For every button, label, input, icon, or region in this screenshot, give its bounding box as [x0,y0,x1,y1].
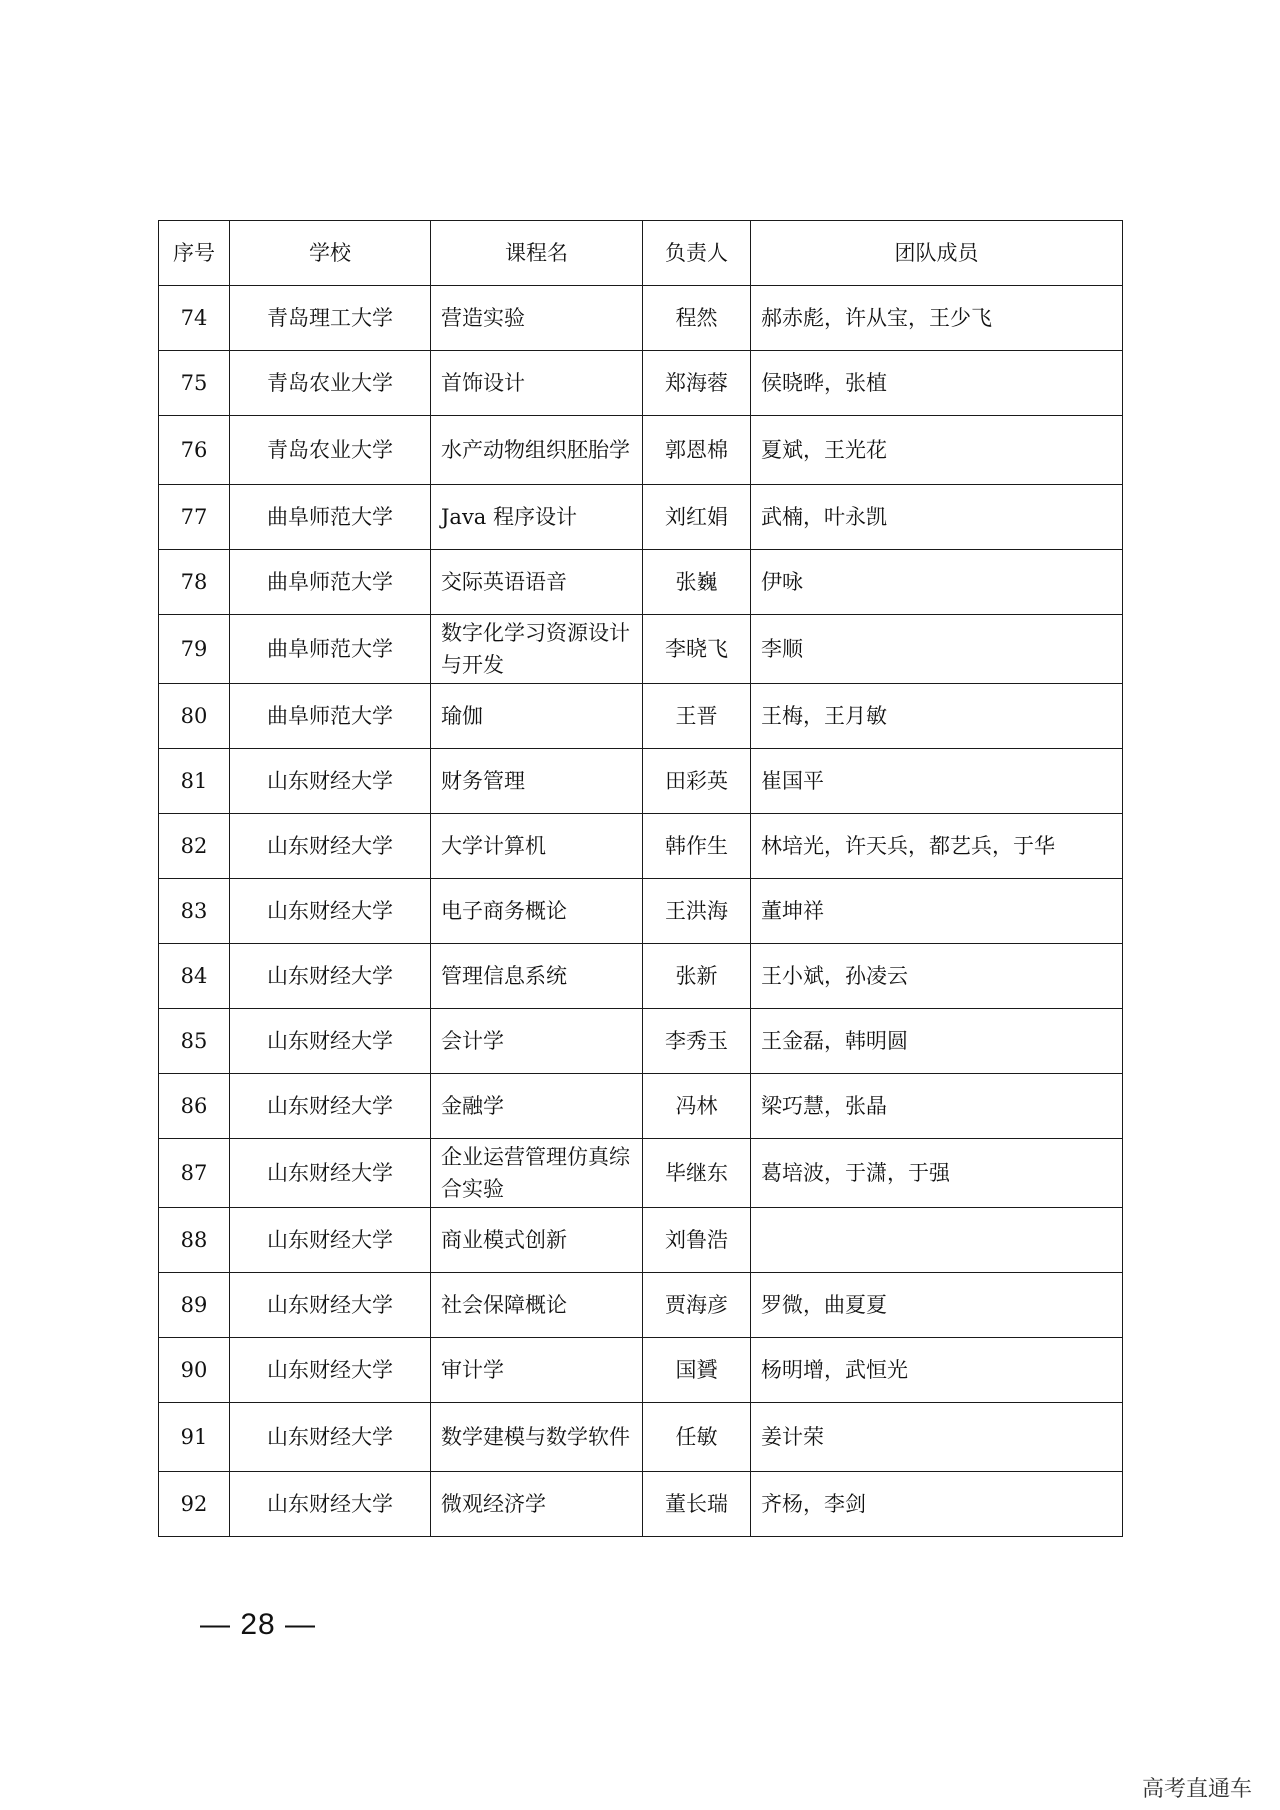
cell-school: 山东财经大学 [230,814,431,879]
cell-school: 山东财经大学 [230,879,431,944]
cell-course: 会计学 [431,1009,643,1074]
cell-team: 杨明增，武恒光 [751,1338,1123,1403]
cell-team: 李顺 [751,615,1123,684]
cell-school: 山东财经大学 [230,1009,431,1074]
cell-team: 王小斌，孙凌云 [751,944,1123,1009]
cell-school: 山东财经大学 [230,1139,431,1208]
cell-course: 审计学 [431,1338,643,1403]
table-row [159,1074,1123,1139]
cell-index: 83 [159,879,230,944]
cell-team: 武楠，叶永凯 [751,485,1123,550]
cell-team: 姜计荣 [751,1403,1123,1472]
cell-lead: 李秀玉 [643,1009,751,1074]
header-index: 序号 [159,221,230,286]
cell-index: 84 [159,944,230,1009]
cell-team [751,1208,1123,1273]
cell-school: 山东财经大学 [230,1074,431,1139]
cell-lead: 毕继东 [643,1139,751,1208]
cell-index: 88 [159,1208,230,1273]
cell-school: 山东财经大学 [230,1208,431,1273]
cell-index: 91 [159,1403,230,1472]
cell-index: 82 [159,814,230,879]
cell-school: 青岛农业大学 [230,416,431,485]
cell-index: 75 [159,351,230,416]
table-row [159,485,1123,550]
cell-school: 山东财经大学 [230,1338,431,1403]
cell-team: 王金磊，韩明圆 [751,1009,1123,1074]
table-row [159,286,1123,351]
cell-lead: 贾海彦 [643,1273,751,1338]
cell-course: 管理信息系统 [431,944,643,1009]
cell-course: 社会保障概论 [431,1273,643,1338]
cell-team: 侯晓晔，张植 [751,351,1123,416]
cell-lead: 张新 [643,944,751,1009]
cell-team: 葛培波，于潇，于强 [751,1139,1123,1208]
table-row [159,1009,1123,1074]
cell-index: 76 [159,416,230,485]
cell-team: 崔国平 [751,749,1123,814]
cell-index: 80 [159,684,230,749]
cell-lead: 张巍 [643,550,751,615]
course-table [158,220,1123,1537]
table-row [159,1472,1123,1537]
cell-team: 郝赤彪，许从宝，王少飞 [751,286,1123,351]
cell-school: 曲阜师范大学 [230,485,431,550]
cell-index: 86 [159,1074,230,1139]
cell-lead: 王洪海 [643,879,751,944]
cell-school: 曲阜师范大学 [230,615,431,684]
table-row [159,1139,1123,1208]
cell-school: 曲阜师范大学 [230,684,431,749]
cell-course: 首饰设计 [431,351,643,416]
cell-index: 77 [159,485,230,550]
table-row [159,749,1123,814]
page-number: — 28 — [200,1608,317,1641]
header-course: 课程名 [431,221,643,286]
cell-course: 数学建模与数学软件 [431,1403,643,1472]
table-row [159,814,1123,879]
cell-lead: 冯林 [643,1074,751,1139]
cell-team: 王梅，王月敏 [751,684,1123,749]
cell-team: 罗微，曲夏夏 [751,1273,1123,1338]
cell-school: 曲阜师范大学 [230,550,431,615]
table-row [159,615,1123,684]
cell-team: 梁巧慧，张晶 [751,1074,1123,1139]
cell-lead: 田彩英 [643,749,751,814]
cell-school: 山东财经大学 [230,944,431,1009]
cell-lead: 董长瑞 [643,1472,751,1537]
table-row [159,550,1123,615]
table-row [159,351,1123,416]
cell-lead: 韩作生 [643,814,751,879]
table-row [159,944,1123,1009]
cell-school: 青岛理工大学 [230,286,431,351]
table-row [159,1273,1123,1338]
cell-index: 81 [159,749,230,814]
cell-course: 水产动物组织胚胎学 [431,416,643,485]
cell-course: 数字化学习资源设计与开发 [431,615,643,684]
cell-course: 营造实验 [431,286,643,351]
cell-course: 交际英语语音 [431,550,643,615]
cell-lead: 刘红娟 [643,485,751,550]
cell-school: 山东财经大学 [230,749,431,814]
cell-lead: 李晓飞 [643,615,751,684]
cell-school: 山东财经大学 [230,1273,431,1338]
table-row [159,879,1123,944]
cell-lead: 刘鲁浩 [643,1208,751,1273]
cell-course: 微观经济学 [431,1472,643,1537]
watermark-text: 高考直通车 [1141,1777,1252,1802]
cell-team: 夏斌，王光花 [751,416,1123,485]
cell-lead: 任敏 [643,1403,751,1472]
cell-index: 85 [159,1009,230,1074]
cell-lead: 郭恩棉 [643,416,751,485]
table-row [159,1208,1123,1273]
cell-lead: 郑海蓉 [643,351,751,416]
header-team: 团队成员 [751,221,1123,286]
cell-team: 伊咏 [751,550,1123,615]
cell-index: 90 [159,1338,230,1403]
table-row [159,1403,1123,1472]
cell-course: 电子商务概论 [431,879,643,944]
cell-course: Java 程序设计 [431,485,643,550]
cell-school: 山东财经大学 [230,1472,431,1537]
table-row [159,416,1123,485]
cell-team: 林培光，许天兵，都艺兵，于华 [751,814,1123,879]
cell-team: 董坤祥 [751,879,1123,944]
cell-index: 78 [159,550,230,615]
cell-course: 财务管理 [431,749,643,814]
cell-lead: 王晋 [643,684,751,749]
cell-index: 89 [159,1273,230,1338]
cell-course: 商业模式创新 [431,1208,643,1273]
cell-course: 金融学 [431,1074,643,1139]
table-header-row [159,221,1123,286]
header-school: 学校 [230,221,431,286]
cell-school: 青岛农业大学 [230,351,431,416]
cell-index: 92 [159,1472,230,1537]
header-lead: 负责人 [643,221,751,286]
cell-team: 齐杨，李剑 [751,1472,1123,1537]
cell-index: 87 [159,1139,230,1208]
table-row [159,684,1123,749]
cell-course: 企业运营管理仿真综合实验 [431,1139,643,1208]
cell-course: 大学计算机 [431,814,643,879]
table-row [159,1338,1123,1403]
cell-index: 79 [159,615,230,684]
cell-course: 瑜伽 [431,684,643,749]
cell-index: 74 [159,286,230,351]
cell-lead: 国贇 [643,1338,751,1403]
cell-school: 山东财经大学 [230,1403,431,1472]
cell-lead: 程然 [643,286,751,351]
